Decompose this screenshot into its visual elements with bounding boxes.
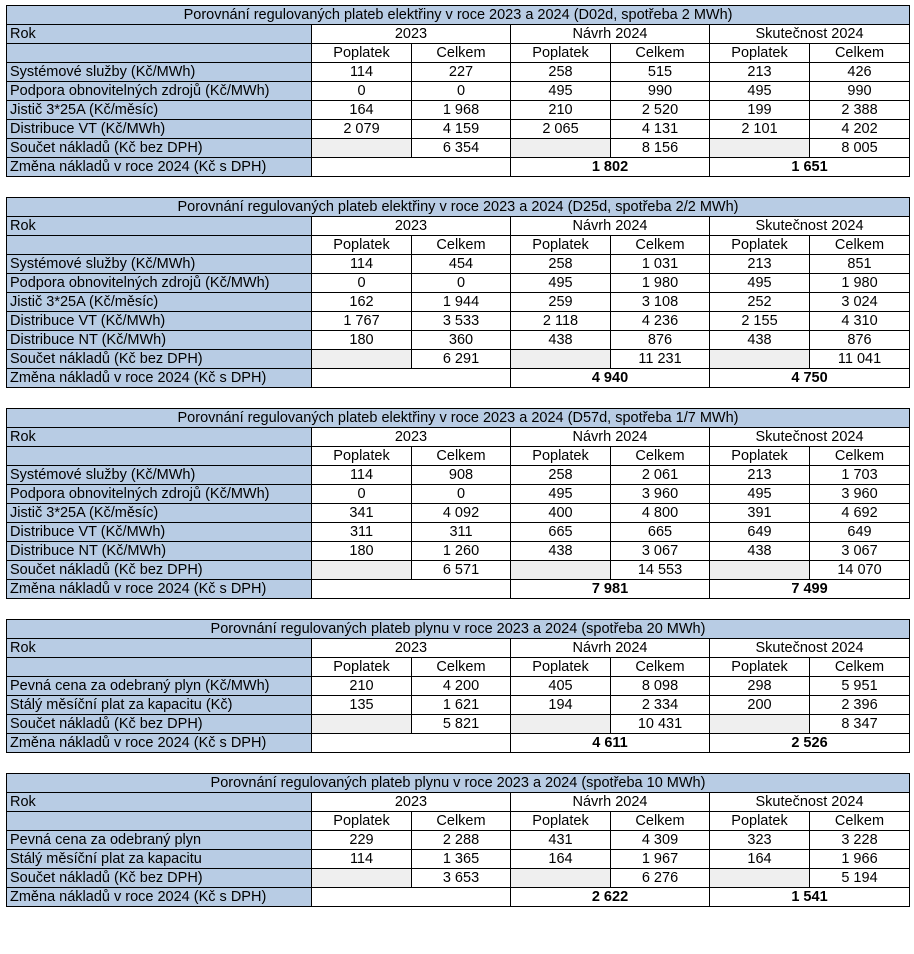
row-label: Distribuce NT (Kč/MWh): [7, 331, 312, 350]
table-row: [7, 504, 910, 523]
cost-comparison-table: [6, 408, 910, 599]
row-value: 4 092: [412, 504, 511, 523]
celkem-header: Celkem: [810, 812, 910, 831]
row-value: 162: [312, 293, 412, 312]
sub-header-spacer: [7, 658, 312, 677]
celkem-header: Celkem: [611, 447, 710, 466]
poplatek-header: Poplatek: [710, 812, 810, 831]
sum-value: 14 553: [611, 561, 710, 580]
period-header-row: [7, 793, 910, 812]
poplatek-header: Poplatek: [511, 236, 611, 255]
row-label: Distribuce VT (Kč/MWh): [7, 523, 312, 542]
row-value: 990: [810, 82, 910, 101]
row-value: 1 966: [810, 850, 910, 869]
rok-label: Rok: [7, 217, 312, 236]
row-value: 438: [511, 542, 611, 561]
sum-blank: [312, 715, 412, 734]
row-value: 2 101: [710, 120, 810, 139]
row-value: 1 767: [312, 312, 412, 331]
row-label: Jistič 3*25A (Kč/měsíc): [7, 101, 312, 120]
sum-row: [7, 139, 910, 158]
row-value: 876: [810, 331, 910, 350]
change-blank: [312, 369, 511, 388]
row-value: 2 520: [611, 101, 710, 120]
row-value: 4 310: [810, 312, 910, 331]
row-value: 1 980: [810, 274, 910, 293]
row-value: 405: [511, 677, 611, 696]
poplatek-header: Poplatek: [312, 44, 412, 63]
row-value: 164: [710, 850, 810, 869]
table-row: [7, 82, 910, 101]
row-value: 431: [511, 831, 611, 850]
change-row: [7, 888, 910, 907]
row-value: 1 944: [412, 293, 511, 312]
row-value: 2 388: [810, 101, 910, 120]
row-label: Pevná cena za odebraný plyn: [7, 831, 312, 850]
row-value: 400: [511, 504, 611, 523]
table-row: [7, 312, 910, 331]
sum-blank: [710, 561, 810, 580]
row-value: 213: [710, 255, 810, 274]
comparison-tables: [6, 5, 909, 907]
row-value: 199: [710, 101, 810, 120]
change-blank: [312, 158, 511, 177]
row-value: 114: [312, 63, 412, 82]
row-value: 4 159: [412, 120, 511, 139]
sub-header-row: [7, 812, 910, 831]
row-value: 438: [511, 331, 611, 350]
row-value: 438: [710, 542, 810, 561]
poplatek-header: Poplatek: [511, 447, 611, 466]
poplatek-header: Poplatek: [312, 447, 412, 466]
sum-blank: [511, 139, 611, 158]
row-value: 3 960: [611, 485, 710, 504]
row-label: Stálý měsíční plat za kapacitu: [7, 850, 312, 869]
row-label: Podpora obnovitelných zdrojů (Kč/MWh): [7, 82, 312, 101]
row-value: 0: [312, 274, 412, 293]
change-row: [7, 158, 910, 177]
celkem-header: Celkem: [611, 658, 710, 677]
change-row: [7, 734, 910, 753]
sum-value: 5 194: [810, 869, 910, 888]
sub-header-row: [7, 236, 910, 255]
sum-value: 6 571: [412, 561, 511, 580]
table-title-row: [7, 620, 910, 639]
celkem-header: Celkem: [611, 44, 710, 63]
row-value: 391: [710, 504, 810, 523]
period-header: Návrh 2024: [511, 217, 710, 236]
sum-label: Součet nákladů (Kč bez DPH): [7, 139, 312, 158]
row-value: 114: [312, 466, 412, 485]
sub-header-spacer: [7, 812, 312, 831]
table-row: [7, 696, 910, 715]
sub-header-spacer: [7, 236, 312, 255]
row-value: 3 024: [810, 293, 910, 312]
sum-row: [7, 869, 910, 888]
cost-comparison-table: [6, 197, 910, 388]
sum-label: Součet nákladů (Kč bez DPH): [7, 350, 312, 369]
row-value: 990: [611, 82, 710, 101]
period-header: 2023: [312, 639, 511, 658]
sum-value: 8 156: [611, 139, 710, 158]
cost-comparison-table: [6, 773, 910, 907]
row-value: 4 309: [611, 831, 710, 850]
sum-blank: [312, 561, 412, 580]
celkem-header: Celkem: [611, 812, 710, 831]
table-row: [7, 120, 910, 139]
sum-blank: [710, 715, 810, 734]
period-header-row: [7, 639, 910, 658]
sum-value: 8 005: [810, 139, 910, 158]
change-value: 4 611: [511, 734, 710, 753]
change-blank: [312, 734, 511, 753]
sum-blank: [511, 869, 611, 888]
row-value: 3 533: [412, 312, 511, 331]
sum-value: 11 231: [611, 350, 710, 369]
row-value: 454: [412, 255, 511, 274]
table-spacer: [6, 599, 909, 619]
rok-label: Rok: [7, 25, 312, 44]
period-header: Návrh 2024: [511, 793, 710, 812]
sub-header-row: [7, 447, 910, 466]
row-label: Pevná cena za odebraný plyn (Kč/MWh): [7, 677, 312, 696]
row-value: 180: [312, 542, 412, 561]
row-value: 210: [312, 677, 412, 696]
row-label: Podpora obnovitelných zdrojů (Kč/MWh): [7, 274, 312, 293]
row-value: 311: [312, 523, 412, 542]
change-value: 4 940: [511, 369, 710, 388]
change-label: Změna nákladů v roce 2024 (Kč s DPH): [7, 158, 312, 177]
row-value: 0: [312, 485, 412, 504]
row-value: 2 396: [810, 696, 910, 715]
change-label: Změna nákladů v roce 2024 (Kč s DPH): [7, 369, 312, 388]
row-value: 665: [511, 523, 611, 542]
poplatek-header: Poplatek: [710, 44, 810, 63]
row-value: 1 968: [412, 101, 511, 120]
sum-label: Součet nákladů (Kč bez DPH): [7, 561, 312, 580]
poplatek-header: Poplatek: [710, 236, 810, 255]
row-value: 2 118: [511, 312, 611, 331]
row-value: 3 067: [611, 542, 710, 561]
table-row: [7, 101, 910, 120]
change-row: [7, 580, 910, 599]
row-value: 0: [412, 485, 511, 504]
sum-row: [7, 715, 910, 734]
change-blank: [312, 888, 511, 907]
row-value: 4 200: [412, 677, 511, 696]
row-value: 1 967: [611, 850, 710, 869]
change-label: Změna nákladů v roce 2024 (Kč s DPH): [7, 888, 312, 907]
table-row: [7, 523, 910, 542]
sub-header-spacer: [7, 447, 312, 466]
row-value: 8 098: [611, 677, 710, 696]
row-value: 3 960: [810, 485, 910, 504]
sum-blank: [312, 350, 412, 369]
row-value: 360: [412, 331, 511, 350]
row-value: 298: [710, 677, 810, 696]
sum-blank: [710, 139, 810, 158]
sum-value: 3 653: [412, 869, 511, 888]
change-value: 2 622: [511, 888, 710, 907]
table-title: Porovnání regulovaných plateb elektřiny v roce 2023 a 2024 (D57d, spotřeba 1/7 MWh): [7, 409, 910, 428]
period-header-row: [7, 428, 910, 447]
row-value: 1 365: [412, 850, 511, 869]
sum-label: Součet nákladů (Kč bez DPH): [7, 715, 312, 734]
sub-header-row: [7, 658, 910, 677]
celkem-header: Celkem: [810, 658, 910, 677]
period-header: 2023: [312, 793, 511, 812]
celkem-header: Celkem: [810, 236, 910, 255]
row-value: 1 703: [810, 466, 910, 485]
table-title-row: [7, 198, 910, 217]
row-value: 258: [511, 63, 611, 82]
row-value: 194: [511, 696, 611, 715]
poplatek-header: Poplatek: [511, 658, 611, 677]
table-spacer: [6, 177, 909, 197]
cost-comparison-table: [6, 619, 910, 753]
sum-blank: [511, 561, 611, 580]
period-header: 2023: [312, 217, 511, 236]
row-value: 426: [810, 63, 910, 82]
row-value: 258: [511, 255, 611, 274]
row-value: 2 155: [710, 312, 810, 331]
row-value: 2 061: [611, 466, 710, 485]
sum-value: 6 354: [412, 139, 511, 158]
row-value: 180: [312, 331, 412, 350]
change-row: [7, 369, 910, 388]
period-header-row: [7, 217, 910, 236]
sum-value: 6 291: [412, 350, 511, 369]
row-label: Systémové služby (Kč/MWh): [7, 466, 312, 485]
row-value: 851: [810, 255, 910, 274]
sum-value: 5 821: [412, 715, 511, 734]
rok-label: Rok: [7, 793, 312, 812]
poplatek-header: Poplatek: [312, 236, 412, 255]
table-row: [7, 255, 910, 274]
row-value: 213: [710, 63, 810, 82]
period-header: Skutečnost 2024: [710, 217, 910, 236]
row-value: 4 692: [810, 504, 910, 523]
row-value: 0: [412, 82, 511, 101]
sum-blank: [710, 350, 810, 369]
row-value: 258: [511, 466, 611, 485]
table-row: [7, 274, 910, 293]
sum-blank: [511, 350, 611, 369]
table-title-row: [7, 774, 910, 793]
table-spacer: [6, 388, 909, 408]
row-value: 665: [611, 523, 710, 542]
row-value: 1 621: [412, 696, 511, 715]
period-header: Skutečnost 2024: [710, 793, 910, 812]
row-value: 495: [511, 274, 611, 293]
change-label: Změna nákladů v roce 2024 (Kč s DPH): [7, 580, 312, 599]
sum-blank: [312, 139, 412, 158]
row-value: 164: [312, 101, 412, 120]
sum-label: Součet nákladů (Kč bez DPH): [7, 869, 312, 888]
row-label: Jistič 3*25A (Kč/měsíc): [7, 504, 312, 523]
celkem-header: Celkem: [412, 44, 511, 63]
table-row: [7, 831, 910, 850]
period-header: 2023: [312, 428, 511, 447]
change-value: 7 499: [710, 580, 910, 599]
row-value: 323: [710, 831, 810, 850]
period-header: Skutečnost 2024: [710, 25, 910, 44]
row-value: 311: [412, 523, 511, 542]
change-value: 2 526: [710, 734, 910, 753]
table-row: [7, 466, 910, 485]
table-title: Porovnání regulovaných plateb elektřiny v roce 2023 a 2024 (D02d, spotřeba 2 MWh): [7, 6, 910, 25]
row-value: 3 108: [611, 293, 710, 312]
row-value: 4 202: [810, 120, 910, 139]
row-value: 135: [312, 696, 412, 715]
period-header: Návrh 2024: [511, 639, 710, 658]
row-value: 649: [810, 523, 910, 542]
poplatek-header: Poplatek: [710, 447, 810, 466]
change-label: Změna nákladů v roce 2024 (Kč s DPH): [7, 734, 312, 753]
period-header-row: [7, 25, 910, 44]
row-value: 341: [312, 504, 412, 523]
sum-value: 11 041: [810, 350, 910, 369]
change-blank: [312, 580, 511, 599]
table-row: [7, 542, 910, 561]
row-value: 164: [511, 850, 611, 869]
row-value: 2 079: [312, 120, 412, 139]
sum-value: 14 070: [810, 561, 910, 580]
row-value: 213: [710, 466, 810, 485]
table-row: [7, 331, 910, 350]
table-row: [7, 63, 910, 82]
row-value: 2 288: [412, 831, 511, 850]
sum-blank: [511, 715, 611, 734]
celkem-header: Celkem: [412, 236, 511, 255]
cost-comparison-table: [6, 5, 910, 177]
sum-blank: [710, 869, 810, 888]
sum-value: 6 276: [611, 869, 710, 888]
celkem-header: Celkem: [810, 447, 910, 466]
sum-row: [7, 350, 910, 369]
table-spacer: [6, 753, 909, 773]
row-value: 2 334: [611, 696, 710, 715]
row-value: 438: [710, 331, 810, 350]
rok-label: Rok: [7, 428, 312, 447]
table-row: [7, 677, 910, 696]
period-header: Návrh 2024: [511, 428, 710, 447]
row-label: Distribuce NT (Kč/MWh): [7, 542, 312, 561]
sum-value: 8 347: [810, 715, 910, 734]
poplatek-header: Poplatek: [511, 812, 611, 831]
row-label: Distribuce VT (Kč/MWh): [7, 120, 312, 139]
period-header: Skutečnost 2024: [710, 639, 910, 658]
poplatek-header: Poplatek: [511, 44, 611, 63]
poplatek-header: Poplatek: [312, 658, 412, 677]
row-value: 1 980: [611, 274, 710, 293]
change-value: 4 750: [710, 369, 910, 388]
row-value: 908: [412, 466, 511, 485]
row-value: 227: [412, 63, 511, 82]
row-value: 252: [710, 293, 810, 312]
row-label: Systémové služby (Kč/MWh): [7, 255, 312, 274]
change-value: 1 802: [511, 158, 710, 177]
change-value: 7 981: [511, 580, 710, 599]
row-value: 1 260: [412, 542, 511, 561]
change-value: 1 541: [710, 888, 910, 907]
row-label: Jistič 3*25A (Kč/měsíc): [7, 293, 312, 312]
sum-blank: [312, 869, 412, 888]
row-value: 515: [611, 63, 710, 82]
table-title: Porovnání regulovaných plateb plynu v roce 2023 a 2024 (spotřeba 20 MWh): [7, 620, 910, 639]
row-value: 0: [312, 82, 412, 101]
poplatek-header: Poplatek: [312, 812, 412, 831]
table-title: Porovnání regulovaných plateb plynu v roce 2023 a 2024 (spotřeba 10 MWh): [7, 774, 910, 793]
row-value: 495: [710, 274, 810, 293]
row-value: 2 065: [511, 120, 611, 139]
celkem-header: Celkem: [611, 236, 710, 255]
celkem-header: Celkem: [412, 658, 511, 677]
row-value: 4 236: [611, 312, 710, 331]
table-row: [7, 293, 910, 312]
row-value: 4 131: [611, 120, 710, 139]
row-value: 114: [312, 255, 412, 274]
rok-label: Rok: [7, 639, 312, 658]
row-value: 495: [710, 82, 810, 101]
sub-header-row: [7, 44, 910, 63]
row-value: 0: [412, 274, 511, 293]
row-label: Podpora obnovitelných zdrojů (Kč/MWh): [7, 485, 312, 504]
sub-header-spacer: [7, 44, 312, 63]
row-value: 876: [611, 331, 710, 350]
row-value: 495: [511, 485, 611, 504]
row-value: 3 067: [810, 542, 910, 561]
period-header: Návrh 2024: [511, 25, 710, 44]
period-header: Skutečnost 2024: [710, 428, 910, 447]
celkem-header: Celkem: [810, 44, 910, 63]
celkem-header: Celkem: [412, 447, 511, 466]
sum-value: 10 431: [611, 715, 710, 734]
sum-row: [7, 561, 910, 580]
row-label: Systémové služby (Kč/MWh): [7, 63, 312, 82]
celkem-header: Celkem: [412, 812, 511, 831]
poplatek-header: Poplatek: [710, 658, 810, 677]
row-value: 649: [710, 523, 810, 542]
table-row: [7, 850, 910, 869]
row-value: 259: [511, 293, 611, 312]
row-value: 5 951: [810, 677, 910, 696]
table-title-row: [7, 409, 910, 428]
row-value: 1 031: [611, 255, 710, 274]
change-value: 1 651: [710, 158, 910, 177]
row-value: 3 228: [810, 831, 910, 850]
row-value: 114: [312, 850, 412, 869]
row-value: 495: [710, 485, 810, 504]
table-row: [7, 485, 910, 504]
period-header: 2023: [312, 25, 511, 44]
table-title-row: [7, 6, 910, 25]
row-label: Distribuce VT (Kč/MWh): [7, 312, 312, 331]
row-value: 4 800: [611, 504, 710, 523]
table-title: Porovnání regulovaných plateb elektřiny v roce 2023 a 2024 (D25d, spotřeba 2/2 MWh): [7, 198, 910, 217]
row-value: 229: [312, 831, 412, 850]
row-value: 200: [710, 696, 810, 715]
row-value: 210: [511, 101, 611, 120]
row-value: 495: [511, 82, 611, 101]
row-label: Stálý měsíční plat za kapacitu (Kč): [7, 696, 312, 715]
